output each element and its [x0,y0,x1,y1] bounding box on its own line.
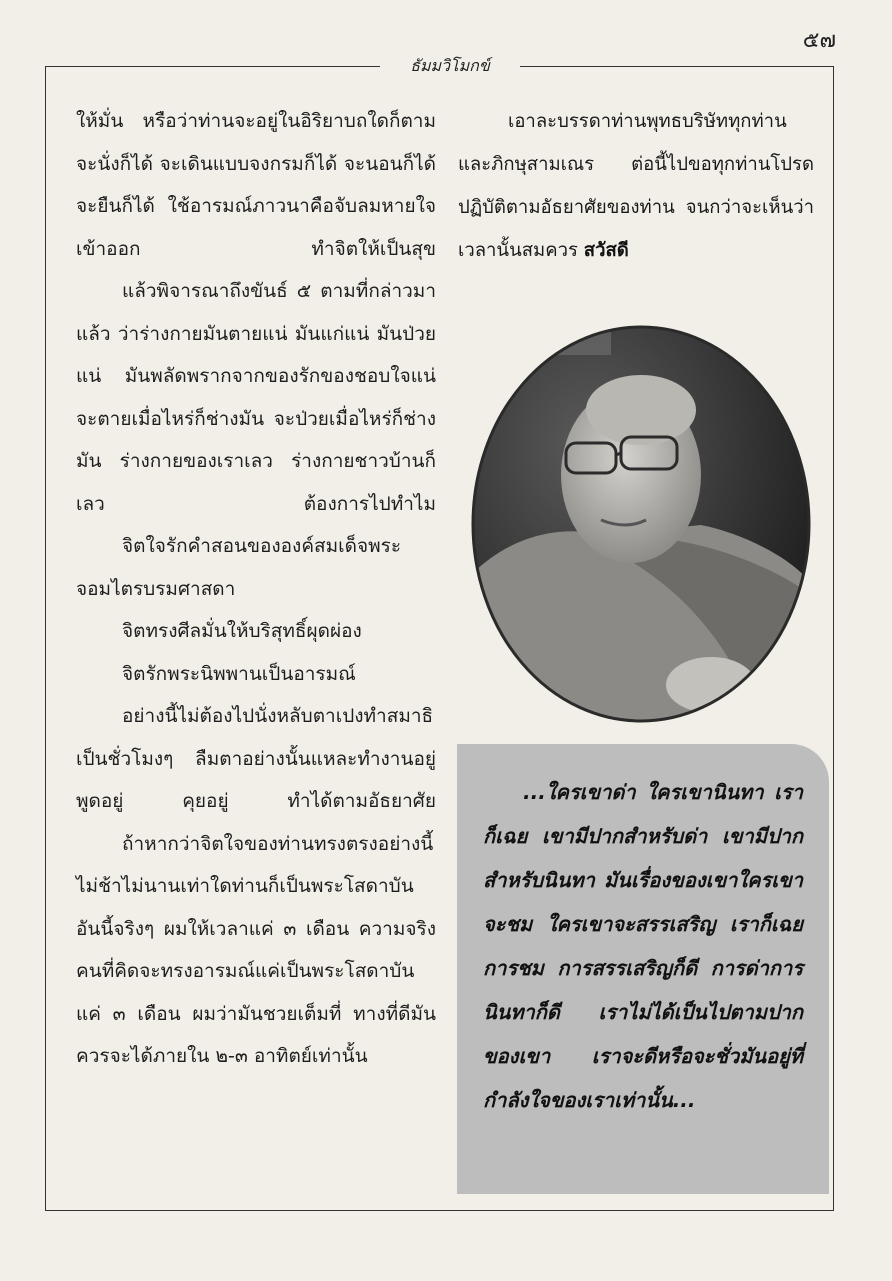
portrait-photo [471,325,811,723]
paragraph-4: จิตทรงศีลมั่นให้บริสุทธิ์ผุดผ่อง [122,620,362,642]
paragraph-3: จิตใจรักคำสอนขององค์สมเด็จพระจอมไตรบรมศาสดา [76,535,402,600]
quote-box [457,744,829,1194]
paragraph-2: แล้วพิจารณาถึงขันธ์ ๕ ตามที่กล่าวมาแล้ว ว่าร่างกายมันตายแน่ มันแก่แน่ มันป่วยแน่ มันพลัดพรากจากของรักของชอบใจแน่ จะตายเมื่อไหร่ก็ช่างมัน จะป่วยเมื่อไหร่ก็ช่างมัน ร่างกายของเราเลว ร่างกายชาวบ้านก็เลว ต้องการไปทำไม [76,280,436,515]
signoff: สวัสดี [583,240,629,261]
left-column [76,100,436,1078]
paragraph-7: ถ้าหากว่าจิตใจของท่านทรงตรงอย่างนี้ ไม่ช้าไม่นานเท่าใดท่านก็เป็นพระโสดาบัน อันนี้จริงๆ ผมให้เวลาแค่ ๓ เดือน ความจริงคนที่คิดจะทรงอารมณ์แค่เป็นพระโสดาบันแค่ ๓ เดือน ผมว่ามันชวยเต็มที่ ทางที่ดีมันควรจะได้ภายใน ๒-๓ อาทิตย์เท่านั้น [76,832,436,1067]
page-number: ๕๗ [802,28,836,53]
running-title: ธัมมวิโมกข์ [380,54,520,79]
closing-text: เอาละบรรดาท่านพุทธบริษัททุกท่านและภิกษุสามเณร ต่อนี้ไปขอทุกท่านโปรดปฏิบัติตามอัธยาศัยของท่าน จนกว่าจะเห็นว่าเวลานั้นสมควร [458,111,814,261]
paragraph-1: ให้มั่น หรือว่าท่านจะอยู่ในอิริยาบถใดก็ตาม จะนั่งก็ได้ จะเดินแบบจงกรมก็ได้ จะนอนก็ได้ จะยืนก็ได้ ใช้อารมณ์ภาวนาคือจับลมหายใจเข้าออก ทำจิตให้เป็นสุข [76,110,436,260]
oval-monk-portrait-icon [471,325,811,723]
paragraph-5: จิตรักพระนิพพานเป็นอารมณ์ [122,662,356,685]
quote-text: ...ใครเขาด่า ใครเขานินทา เราก็เฉย เขามีปากสำหรับด่า เขามีปากสำหรับนินทา มันเรื่องของเขาใครเขาจะชม ใครเขาจะสรรเสริญ เราก็เฉย การชม การสรรเสริญก็ดี การด่าการนินทาก็ดี เราไม่ได้เป็นไปตามปากของเขา เราจะดีหรือจะชั่วมันอยู่ที่กำลังใจของเราเท่านั้น... [483,780,803,1112]
paragraph-6: อย่างนี้ไม่ต้องไปนั่งหลับตาเปงทำสมาธิเป็นชั่วโมงๆ ลืมตาอย่างนั้นแหละทำงานอยู่ พูดอยู่ คุยอยู่ ทำได้ตามอัธยาศัย [76,705,436,812]
closing-paragraph [458,100,814,272]
